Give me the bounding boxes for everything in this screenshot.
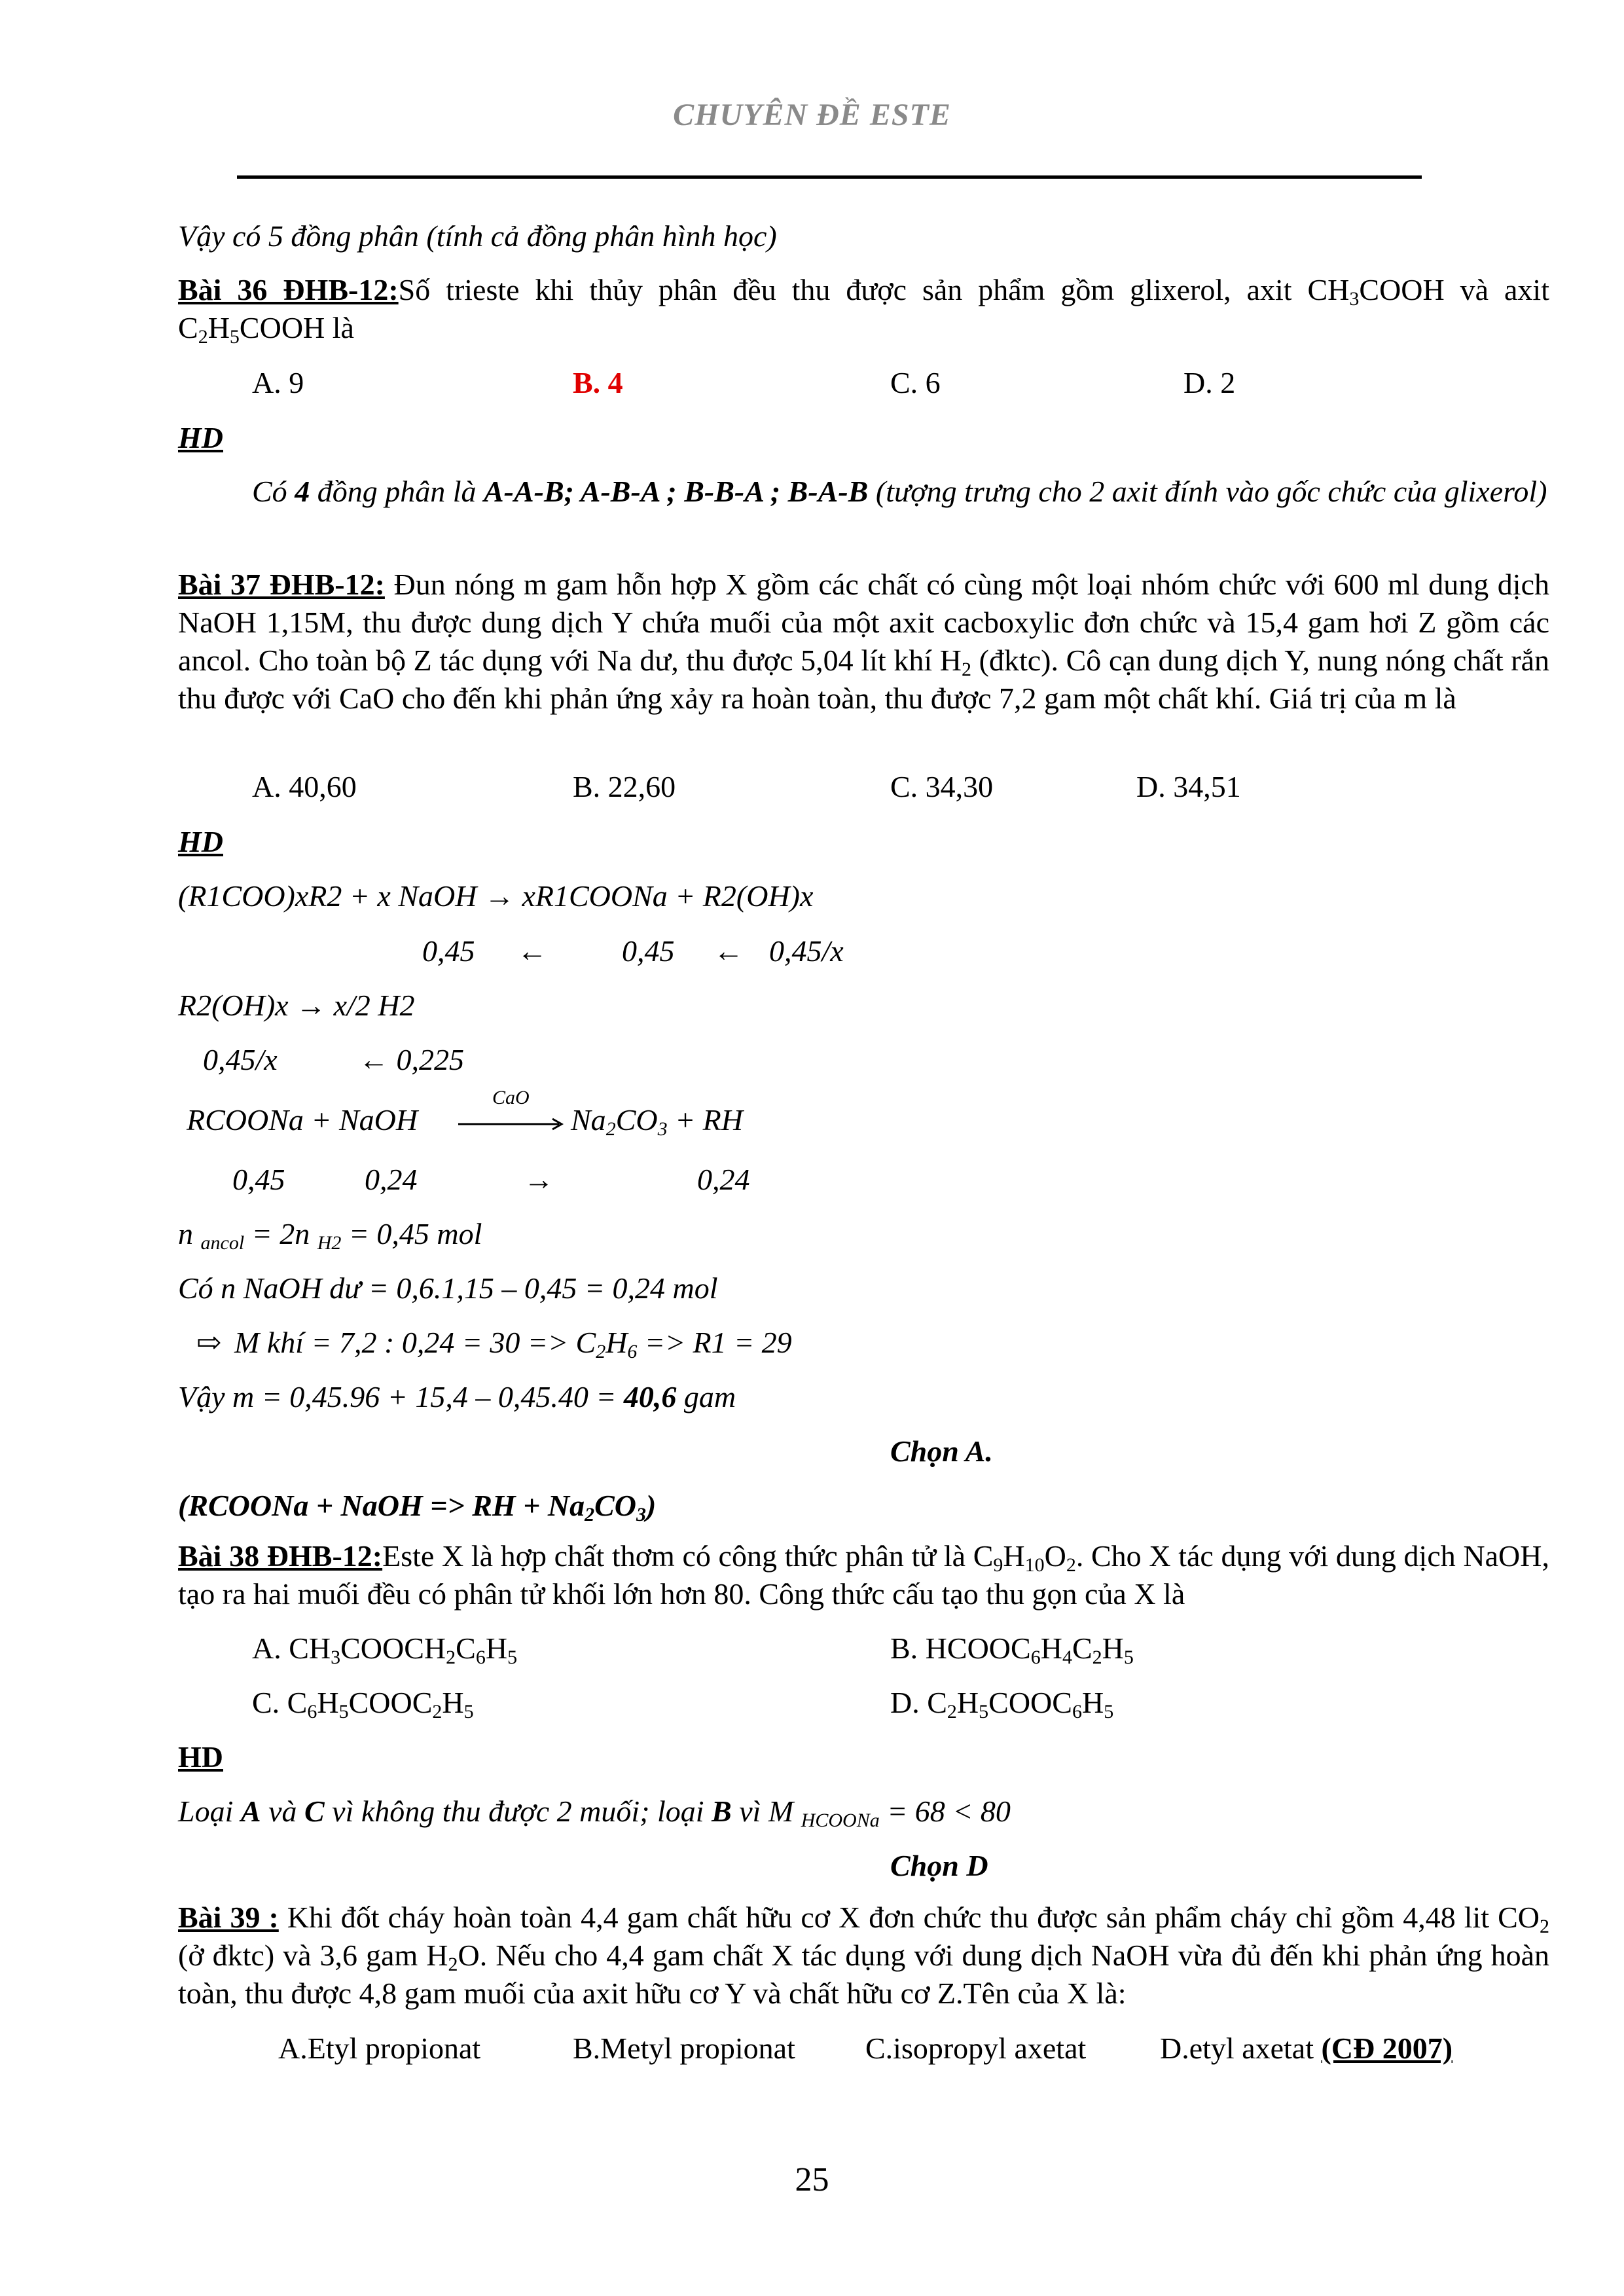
bai38-label: Bài 38 ĐHB-12: — [178, 1539, 383, 1573]
bai36-option-c: C. 6 — [890, 366, 941, 399]
bai39-option-a: A.Etyl propionat — [278, 2032, 481, 2065]
bai36-option-b: B. 4 — [573, 366, 623, 399]
bai38-option-d: D. $C_2H_5COOC_6H_5$ — [890, 1686, 1114, 1722]
eq3-left: RCOONa + NaOH — [187, 1103, 418, 1137]
eq1-value: 0,45/x — [769, 934, 844, 968]
moles-ancol: n $_{ancol}$ = 2n $_{H2}$ = 0,45 mol — [178, 1217, 482, 1254]
bai39-option-c: C.isopropyl axetat — [865, 2032, 1087, 2065]
eq3-value: 0,24 — [697, 1163, 750, 1196]
eq1-arrow: ← — [713, 934, 744, 968]
bai37-option-d: D. 34,51 — [1136, 770, 1241, 803]
bai38-solution: Loại A và C vì không thu được 2 muối; loại B vì M $_{HCOONa}$ = 68 < 80 — [178, 1795, 1011, 1831]
bai39-option-b: B.Metyl propionat — [573, 2032, 795, 2065]
bai36-question: Bài 36 ĐHB-12:Số trieste khi thủy phân đều thu được sản phẩm gồm glixerol, axit $CH_3COOH$ và axit $C_2H_5COOH$ là — [178, 273, 1549, 348]
bai39-source: (CĐ 2007) — [1321, 2032, 1453, 2065]
bai36-hd-heading: HD — [178, 421, 223, 454]
bai37-hd-heading: HD — [178, 825, 223, 858]
eq1-value: 0,45 — [622, 934, 675, 968]
bai38-answer: Chọn D — [890, 1849, 988, 1882]
eq1-arrow: ← — [517, 934, 547, 968]
bai37-equation-2: R2(OH)x → x/2 H2 — [178, 989, 415, 1022]
bai36-option-d: D. 2 — [1183, 366, 1236, 399]
document-header: CHUYÊN ĐỀ ESTE — [673, 98, 951, 132]
bai39-question: Bài 39 : Khi đốt cháy hoàn toàn 4,4 gam chất hữu cơ X đơn chức thu được sản phẩm cháy chỉ gồm 4,48 lit $CO_2$ (ở đktc) và 3,6 gam $H_2O$. Nếu cho 4,4 gam chất X tác dụng với dung dịch NaOH vừa đủ đến khi phản ứng hoàn toàn, thu được 4,8 gam muối của axit hữu cơ Y và chất hữu cơ Z.Tên của X là: — [178, 1901, 1550, 2010]
bai37-answer: Chọn A. — [890, 1434, 993, 1468]
eq3-value: 0,45 — [232, 1163, 285, 1196]
bai38-option-c: C. $C_6H_5COOC_2H_5$ — [252, 1686, 474, 1722]
eq3-catalyst: CaO — [492, 1087, 530, 1108]
mass-result: Vậy m = 0,45.96 + 15,4 – 0,45.40 = 40,6 gam — [178, 1380, 736, 1413]
intro-line: Vậy có 5 đồng phân (tính cả đồng phân hình học) — [178, 219, 777, 253]
header-divider — [237, 175, 1422, 179]
bai37-option-b: B. 22,60 — [573, 770, 676, 803]
eq3-arrow: → — [524, 1163, 554, 1196]
bai38-hd-heading: HD — [178, 1740, 223, 1774]
bai37-option-c: C. 34,30 — [890, 770, 994, 803]
bai39-option-d: D.etyl axetat (CĐ 2007) — [1160, 2032, 1453, 2065]
bai37-question: Bài 37 ĐHB-12: Đun nóng m gam hỗn hợp X gồm các chất có cùng một loại nhóm chức với 600 ml dung dịch NaOH 1,15M, thu được dung dịch Y chứa muối của một axit cacboxylic đơn chức và 15,4 gam hơi Z gồm các ancol. Cho toàn bộ Z tác dụng với Na dư, thu được 5,04 lít khí $H_2$ (đktc). Cô cạn dung dịch Y, nung nóng chất rắn thu được với CaO cho đến khi phản ứng xảy ra hoàn toàn, thu được 7,2 gam một chất khí. Giá trị của m là — [178, 568, 1550, 715]
molar-mass-line: M khí = 7,2 : $0,24 = 30 => C_2H_6 => R1 = 29$ — [234, 1326, 792, 1362]
bai37-equation-1: (R1COO)xR2 + x NaOH → xR1COONa + R2(OH)x — [178, 879, 814, 913]
moles-naoh: Có n NaOH dư = 0,6.1,15 – 0,45 = 0,24 mol — [178, 1271, 718, 1305]
bai39-label: Bài 39 : — [178, 1901, 279, 1934]
bai36-option-a: A. 9 — [252, 366, 304, 399]
bai37-label: Bài 37 ĐHB-12: — [178, 568, 385, 601]
eq1-value: 0,45 — [422, 934, 475, 968]
bai37-note: (RCOONa + NaOH => RH + $Na_2CO_3$) — [178, 1489, 657, 1525]
eq3-right: $Na_2CO_3$ + RH — [571, 1103, 743, 1140]
page-number: 25 — [795, 2161, 829, 2198]
reaction-arrow-icon — [457, 1116, 568, 1132]
bai36-label: Bài 36 ĐHB-12: — [178, 273, 399, 306]
bai38-question: Bài 38 ĐHB-12:Este X là hợp chất thơm có công thức phân tử là $C_9H_{10}O_2$. Cho X tác dụng với dung dịch NaOH, tạo ra hai muối đều có phân tử khối lớn hơn 80. Công thức cấu tạo thu gọn của X là — [178, 1539, 1549, 1611]
eq2-value: 0,45/x — [203, 1043, 278, 1076]
bai38-option-a: A. $CH_3COOCH_2C_6H_5$ — [252, 1631, 518, 1668]
implies-arrow-icon: ⇨ — [196, 1326, 222, 1359]
eq2-value: ← 0,225 — [359, 1043, 464, 1076]
bai36-solution: Có 4 đồng phân là A-A-B; A-B-A ; B-B-A ; B-A-B (tượng trưng cho 2 axit đính vào gốc chức của glixerol) — [252, 475, 1547, 508]
eq3-value: 0,24 — [365, 1163, 418, 1196]
bai38-option-b: B. $HCOOC_6H_4C_2H_5$ — [890, 1631, 1134, 1668]
bai37-option-a: A. 40,60 — [252, 770, 357, 803]
